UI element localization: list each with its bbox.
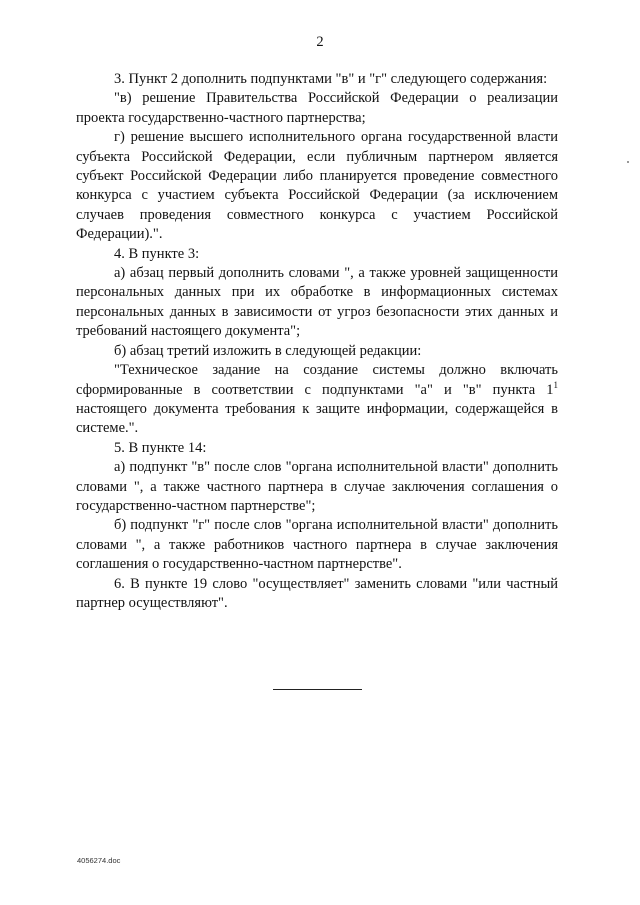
paragraph-item-6: 6. В пункте 19 слово "осуществляет" заменить словами "или частный партнер осуществляют". bbox=[76, 575, 558, 611]
technical-task-continuation: настоящего документа требования к защите информации, содержащейся в системе.". bbox=[76, 400, 558, 437]
paragraph-item-5-a: а) подпункт "в" после слов "органа исполнительной власти" дополнить словами ", а также частного партнера в случае заключения соглашения о государственно-частном партнерстве"; bbox=[76, 459, 558, 514]
technical-task-text: "Техническое задание на создание системы должно включать сформированные в соответствии с подпунктами "а" и "в" пункта 1 bbox=[76, 362, 558, 398]
margin-mark bbox=[627, 161, 629, 163]
footer-filename: 4056274.doc bbox=[77, 856, 121, 865]
paragraph-subitem-v: "в) решение Правительства Российской Федерации о реализации проекта государственно-частного партнерства; bbox=[76, 90, 558, 126]
page-number: 2 bbox=[316, 34, 324, 50]
paragraph-item-5: 5. В пункте 14: bbox=[114, 439, 207, 456]
paragraph-item-5-b: б) подпункт "г" после слов "органа исполнительной власти" дополнить словами ", а также работников частного партнера в случае заключения соглашения о государственно-частном партнерстве". bbox=[76, 517, 558, 573]
paragraph-technical-task bbox=[76, 361, 558, 439]
superscript-footnote: 1 bbox=[553, 379, 558, 390]
document-body bbox=[76, 70, 558, 613]
paragraph-item-4-a: а) абзац первый дополнить словами ", а также уровней защищенности персональных данных при их обработке в информационных системах персональных данных в зависимости от угроз безопасности этих данных и требований настоящего документа"; bbox=[76, 265, 558, 340]
paragraph-subitem-g: г) решение высшего исполнительного органа государственной власти субъекта Российской Федерации, если публичным партнером является субъект Российской Федерации либо планируется проведение совместного конкурса с участием субъекта Российской Федерации (за исключением случаев проведения совместного конкурса с участием Российской Федерации).". bbox=[76, 129, 558, 243]
end-divider-line bbox=[273, 689, 362, 690]
paragraph-item-3: 3. Пункт 2 дополнить подпунктами "в" и "г" следующего содержания: bbox=[114, 71, 548, 87]
paragraph-item-4: 4. В пункте 3: bbox=[114, 245, 200, 262]
paragraph-item-4-b: б) абзац третий изложить в следующей редакции: bbox=[114, 342, 422, 359]
